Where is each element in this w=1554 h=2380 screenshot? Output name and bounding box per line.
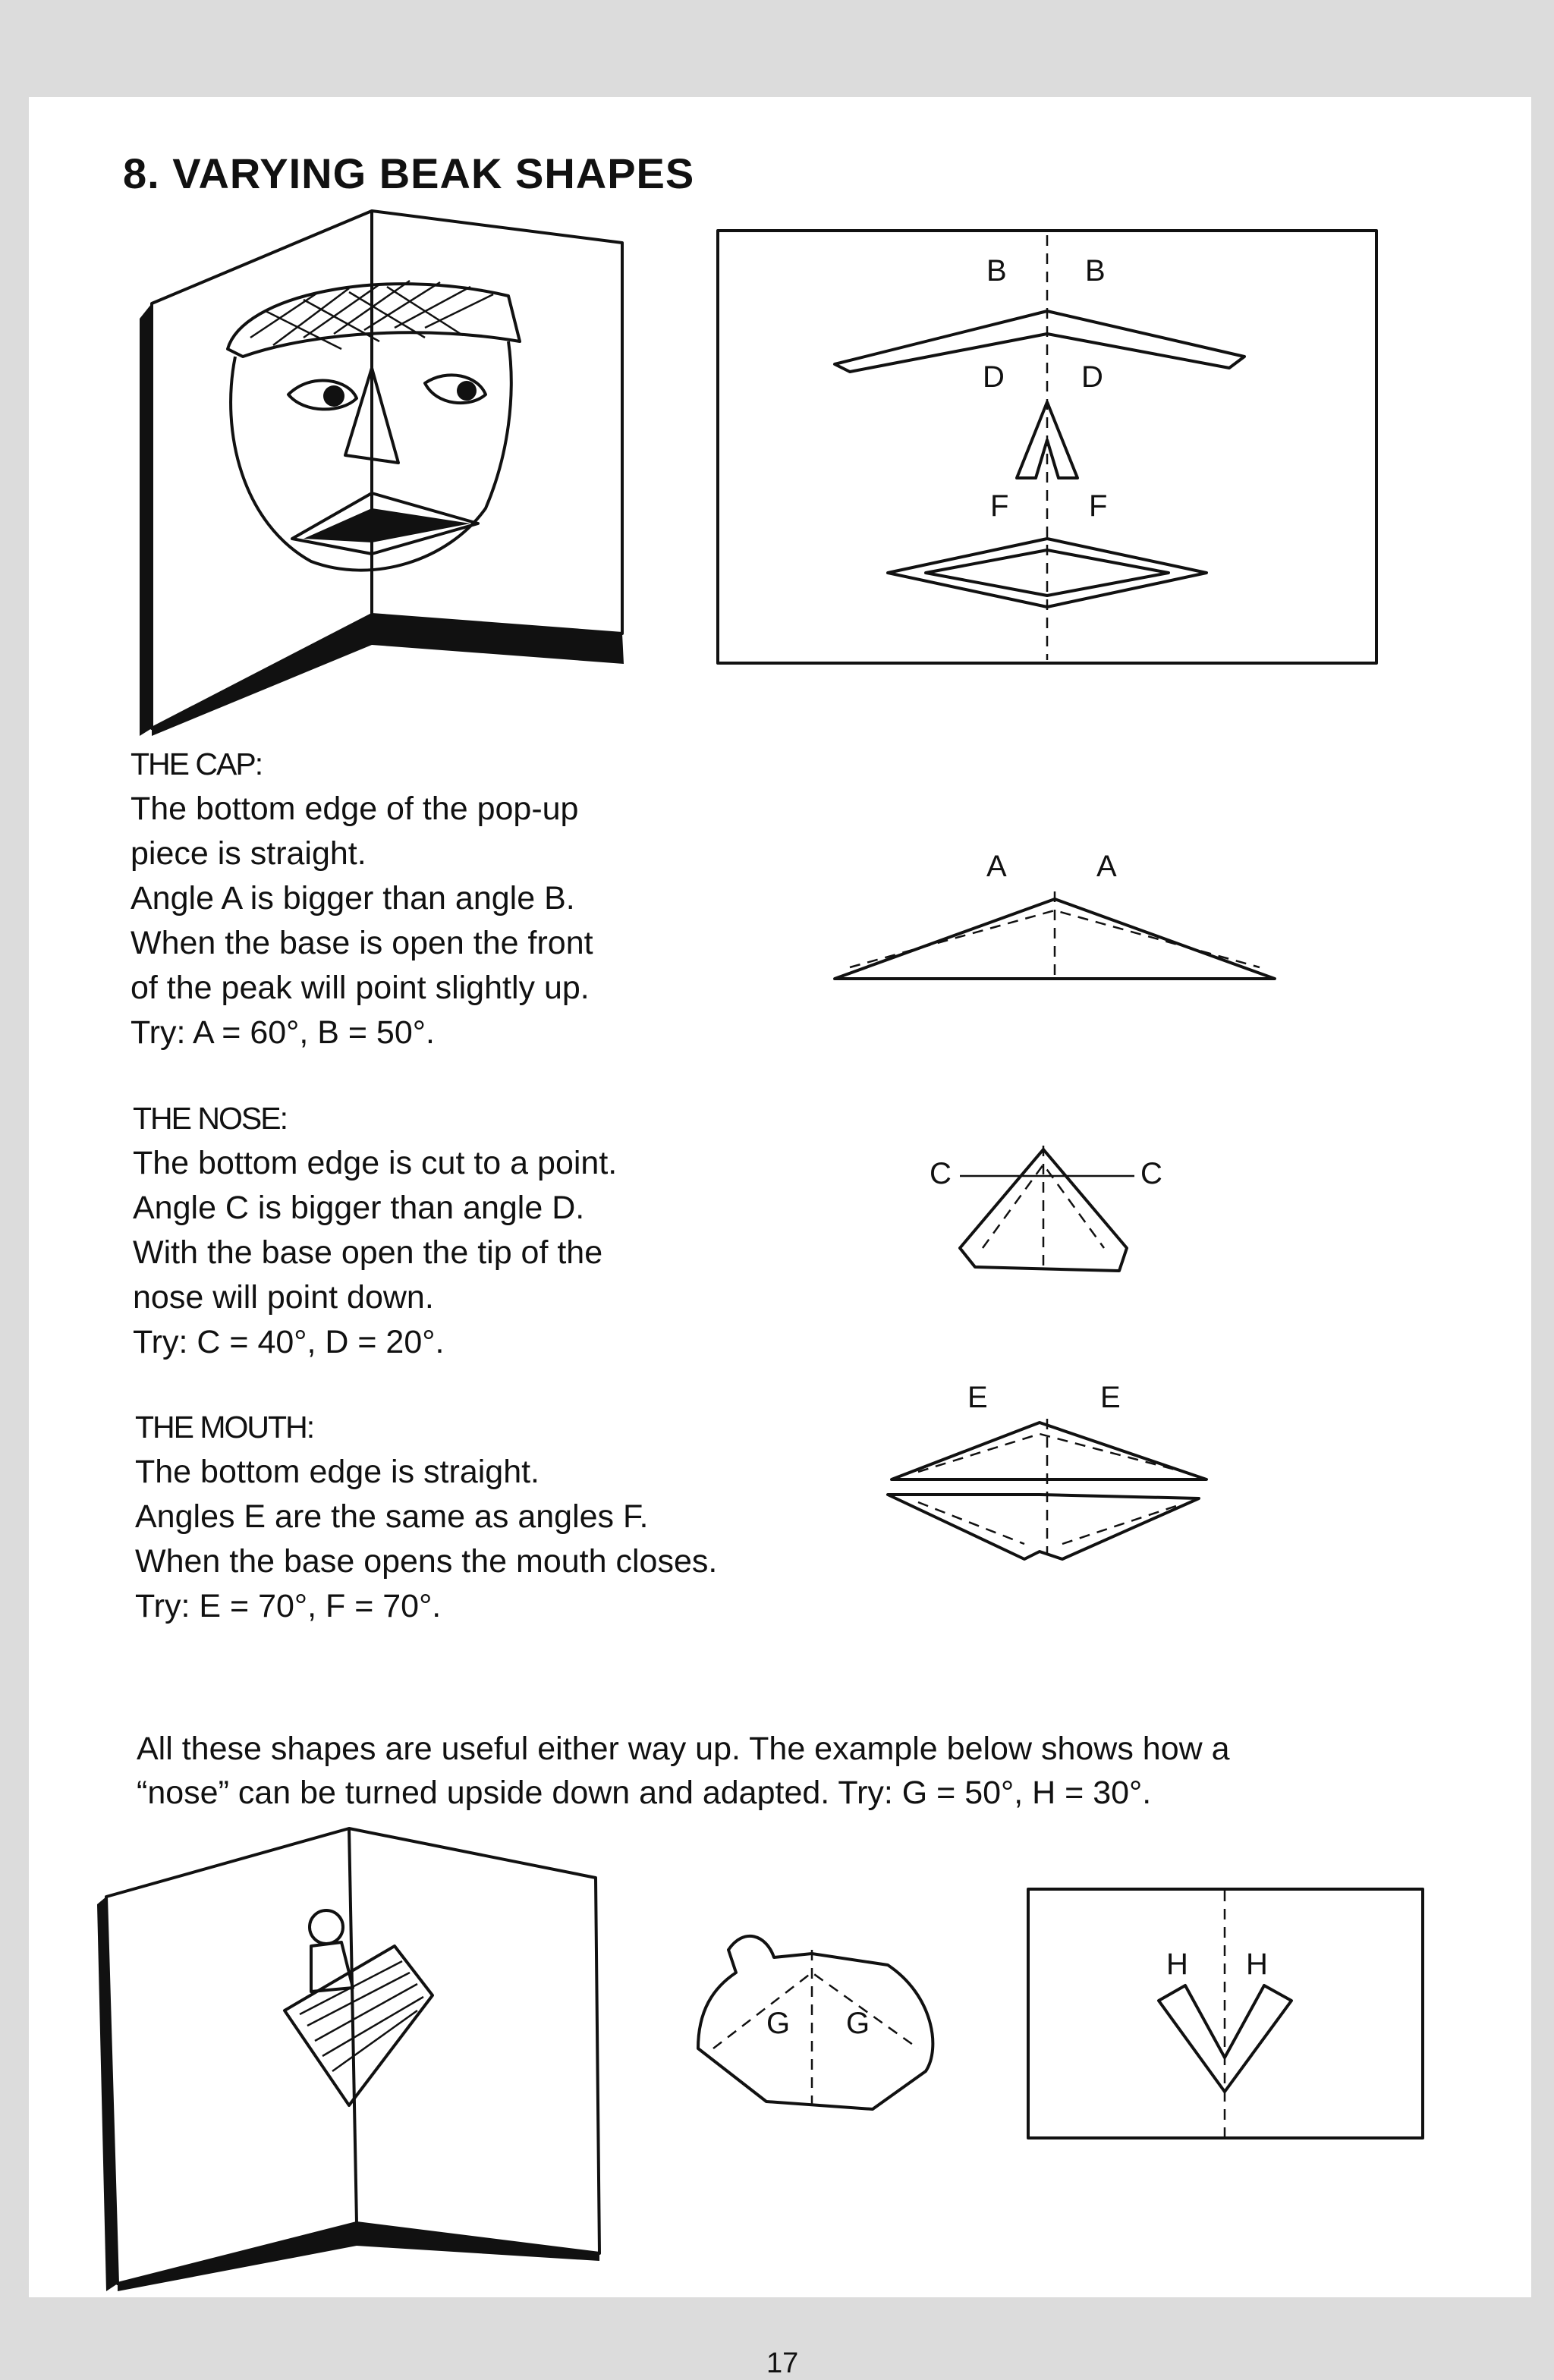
label-c-right: C bbox=[1140, 1157, 1162, 1190]
label-d-right: D bbox=[1081, 360, 1103, 394]
label-d-left: D bbox=[983, 360, 1005, 394]
cap-line: Try: A = 60°, B = 50°. bbox=[131, 1014, 435, 1051]
summary-paragraph bbox=[137, 1727, 1230, 1815]
mouth-heading: THE MOUTH: bbox=[135, 1410, 314, 1445]
mouth-section bbox=[135, 1405, 717, 1629]
h-angle-diagram bbox=[1026, 1887, 1425, 2140]
face-popup-illustration bbox=[129, 205, 637, 736]
nose-line: Angle C is bigger than angle D. bbox=[133, 1190, 585, 1226]
label-b-right: B bbox=[1085, 254, 1106, 288]
cap-line: of the peak will point slightly up. bbox=[131, 970, 590, 1006]
boat-angle-diagram bbox=[683, 1897, 948, 2124]
label-a-right: A bbox=[1096, 850, 1117, 883]
summary-line: “nose” can be turned upside down and adapted. Try: G = 50°, H = 30°. bbox=[137, 1775, 1152, 1811]
label-g-right: G bbox=[846, 2007, 870, 2040]
cap-angle-diagram bbox=[827, 838, 1282, 990]
nose-angle-diagram bbox=[930, 1134, 1172, 1286]
nose-section bbox=[133, 1096, 617, 1365]
nose-line: Try: C = 40°, D = 20°. bbox=[133, 1324, 445, 1360]
cap-line: Angle A is bigger than angle B. bbox=[131, 880, 575, 916]
cap-heading: THE CAP: bbox=[131, 747, 263, 781]
summary-line: All these shapes are useful either way up. The example below shows how a bbox=[137, 1731, 1230, 1767]
page-number: 17 bbox=[766, 2347, 799, 2379]
label-f-left: F bbox=[990, 489, 1009, 523]
label-c-left: C bbox=[930, 1157, 952, 1190]
label-e-left: E bbox=[967, 1381, 988, 1414]
label-g-left: G bbox=[766, 2007, 791, 2040]
label-h-right: H bbox=[1246, 1948, 1268, 1981]
boat-popup-illustration bbox=[91, 1821, 607, 2306]
mouth-line: Try: E = 70°, F = 70°. bbox=[135, 1588, 442, 1624]
cap-line: piece is straight. bbox=[131, 835, 366, 872]
label-e-right: E bbox=[1100, 1381, 1121, 1414]
nose-line: The bottom edge is cut to a point. bbox=[133, 1145, 618, 1181]
page-title: 8. VARYING BEAK SHAPES bbox=[123, 149, 695, 197]
nose-line: With the base open the tip of the bbox=[133, 1234, 603, 1271]
label-f-right: F bbox=[1089, 489, 1108, 523]
cap-section bbox=[131, 742, 593, 1055]
cap-line: When the base is open the front bbox=[131, 925, 593, 961]
mouth-angle-diagram bbox=[880, 1366, 1214, 1578]
label-a-left: A bbox=[986, 850, 1007, 883]
mouth-line: Angles E are the same as angles F. bbox=[135, 1498, 649, 1535]
label-h-left: H bbox=[1166, 1948, 1188, 1981]
beak-angles-diagram bbox=[713, 228, 1381, 668]
cap-line: The bottom edge of the pop-up bbox=[131, 791, 579, 827]
mouth-line: When the base opens the mouth closes. bbox=[135, 1543, 718, 1580]
label-b-left: B bbox=[986, 254, 1007, 288]
nose-line: nose will point down. bbox=[133, 1279, 434, 1316]
mouth-line: The bottom edge is straight. bbox=[135, 1454, 540, 1490]
nose-heading: THE NOSE: bbox=[133, 1101, 287, 1136]
